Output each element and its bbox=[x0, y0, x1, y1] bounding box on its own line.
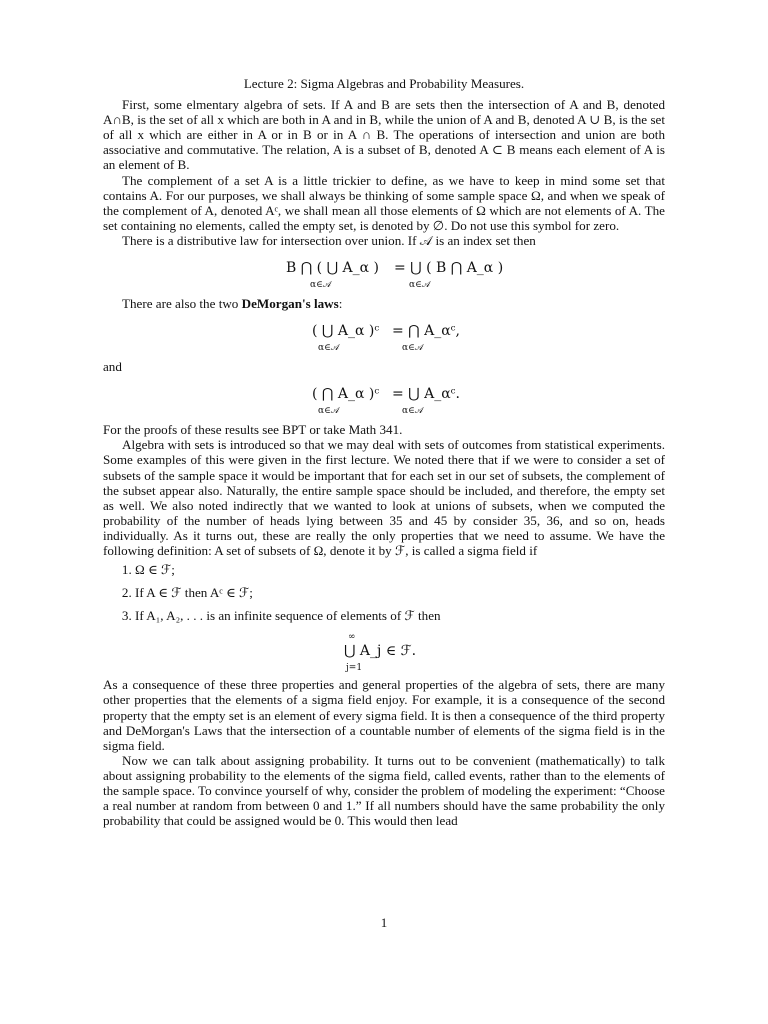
sigma-field-properties-list bbox=[103, 562, 665, 623]
equation-countable-union bbox=[103, 631, 665, 673]
eq-union-sub: j=1 bbox=[346, 663, 363, 674]
paragraph-assigning-probability: Now we can talk about assigning probability. It turns out to be convenient (mathematically) to talk about assigning probability to the elements of the sigma field, called events, rather than to the elements of the sample space. To convince yourself of why, consider the problem of modeling the experiment: “Choose a real number at random from between 0 and 1.” If all numbers should have the same probability the only probability that could be assigned would be 0. This would then lead bbox=[103, 752, 665, 829]
page-number: 1 bbox=[380, 915, 388, 930]
eq-demorgan2-sub-right: α∈𝒜 bbox=[402, 406, 424, 417]
eq-distributive-sub-right: α∈𝒜 bbox=[409, 280, 431, 291]
eq-distributive-lhs: B ⋂ ( ⋃ A_α ) bbox=[286, 260, 379, 277]
eq-demorgan1-sub-right: α∈𝒜 bbox=[402, 343, 424, 354]
eq-demorgan1-rhs: = ⋂ A_αᶜ, bbox=[392, 323, 460, 340]
eq-distributive-rhs: = ⋃ ( B ⋂ A_α ) bbox=[394, 260, 504, 277]
paragraph-proofs: For the proofs of these results see BPT or take Math 341. bbox=[103, 422, 403, 438]
and-word: and bbox=[103, 359, 122, 375]
eq-demorgan2-sub-left: α∈𝒜 bbox=[318, 406, 340, 417]
eq-demorgan1-sub-left: α∈𝒜 bbox=[318, 343, 340, 354]
eq-union-sup: ∞ bbox=[348, 632, 356, 643]
demorgan-pre: There are also the two bbox=[122, 296, 242, 312]
property-item: 2. If A ∈ ℱ then Aᶜ ∈ ℱ; bbox=[135, 585, 665, 600]
property-item: 1. Ω ∈ ℱ; bbox=[135, 562, 665, 577]
property-item: 3. If A₁, A₂, . . . is an infinite sequence of elements of ℱ then bbox=[135, 608, 665, 623]
equation-demorgan-2 bbox=[103, 378, 665, 418]
eq-demorgan2-rhs: = ⋃ A_αᶜ. bbox=[392, 386, 460, 403]
eq-demorgan2-lhs: ( ⋂ A_α )ᶜ bbox=[312, 386, 380, 403]
paragraph-demorgan-intro bbox=[103, 296, 665, 311]
paragraph-consequences: As a consequence of these three properties and general properties of the algebra of sets, there are many other properties that the elements of a sigma field enjoy. For example, it is a consequence of the second property that the empty set is an element of every sigma field. It is then a consequence of the third property and DeMorgan's Laws that the intersection of a countable number of elements of the sigma field is in the sigma field. bbox=[103, 677, 665, 753]
eq-union-body: ⋃ A_j ∈ ℱ. bbox=[344, 643, 417, 660]
paragraph-set-algebra: First, some elmentary algebra of sets. If A and B are sets then the intersection of A and B, denoted A∩B, is the set of all x which are both in A and in B, while the union of A and B, denoted A ∪ B, is the set of all x which are either in A or in B or in A ∩ B. The operations of intersection and union are both associative and commutative. The relation, A is a subset of B, denoted A ⊂ B means each element of A is an element of B. bbox=[103, 97, 665, 173]
equation-demorgan-1 bbox=[103, 315, 665, 355]
eq-demorgan1-lhs: ( ⋃ A_α )ᶜ bbox=[312, 323, 380, 340]
paragraph-distributive: There is a distributive law for intersection over union. If 𝒜 is an index set then bbox=[122, 232, 536, 248]
equation-distributive-law bbox=[103, 252, 665, 292]
lecture-body bbox=[103, 76, 665, 828]
lecture-title: Lecture 2: Sigma Algebras and Probability Measures. bbox=[243, 76, 525, 91]
paragraph-complement: The complement of a set A is a little trickier to define, as we have to keep in mind some set that contains A. For our purposes, we shall always be thinking of some sample space Ω, and when we speak of the complement of A, denoted Aᶜ, we shall mean all those elements of Ω which are not elements of A. The set containing no elements, called the empty set, is denoted by ∅. Do not use this symbol for zero. bbox=[103, 172, 665, 233]
demorgan-post: : bbox=[338, 296, 343, 312]
demorgan-bold: DeMorgan's laws bbox=[241, 296, 339, 312]
paragraph-sigma-field-motivation: Algebra with sets is introduced so that we may deal with sets of outcomes from statistical experiments. Some examples of this were given in the first lecture. We noted there that if we were to consider a set of subsets of the sample space it would be important that for each set in our set of subsets, the complement of the subset appear also. Naturally, the entire sample space should be included, and therefore, the empty set as well. We also noted indirectly that we wanted to look at unions of subsets, when we computed the probability of the number of heads lying between 35 and 45 by consider 35, 36, and so on, heads individually. As it turns out, these are really the only properties that we need to assume. We have the following definition: A set of subsets of Ω, denote it by ℱ, is called a sigma field if bbox=[103, 437, 665, 558]
eq-distributive-sub-left: α∈𝒜 bbox=[310, 280, 332, 291]
